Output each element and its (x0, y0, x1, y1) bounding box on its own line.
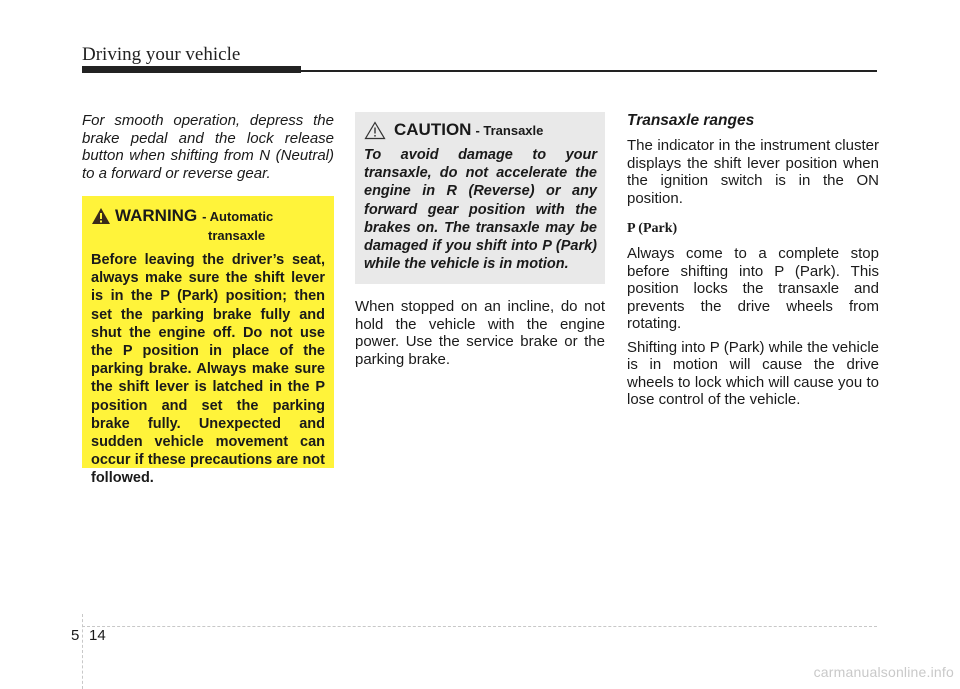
warning-subtitle: - Automatic (202, 209, 274, 224)
warning-text: Before leaving the driver’s seat, always make sure the shift lever is in the P (Park) position; then set the parking brake fully and shut the engine off. Do not use the P position in place of the parking brake. Always make sure the shift lever is latched in the P position and set the parking brake fully. Unexpected and sudden vehicle movement can occur if these precautions are not followed. (91, 252, 325, 487)
footer-rule (82, 626, 877, 628)
caution-triangle-icon (364, 121, 386, 140)
page-number: 14 (89, 627, 106, 644)
watermark: carmanualsonline.info (813, 664, 954, 680)
warning-subtitle-2: transaxle (208, 228, 266, 243)
transaxle-ranges-section (627, 112, 879, 415)
park-paragraph-1: Always come to a complete stop before shifting into P (Park). This position locks the transaxle and prevents the drive wheels from rotating. (627, 245, 879, 332)
incline-section (355, 298, 605, 374)
caution-text: To avoid damage to your transaxle, do not accelerate the engine in R (Reverse) or any forward gear position with the brakes on. The transaxle may be damaged if you shift into P (Park) while the vehicle is in motion. (364, 147, 597, 273)
warning-box (82, 196, 334, 487)
caution-subtitle: - Transaxle (475, 123, 544, 138)
page-header-title: Driving your vehicle (82, 44, 241, 65)
footer-divider (82, 614, 83, 689)
transaxle-ranges-title: Transaxle ranges (627, 112, 755, 129)
transaxle-ranges-paragraph: The indicator in the instrument cluster displays the shift lever position when the ignition switch is in the ON position. (627, 137, 879, 207)
incline-paragraph: When stopped on an incline, do not hold the vehicle with the engine power. Use the service brake or the parking brake. (355, 298, 605, 368)
intro-paragraph: For smooth operation, depress the brake pedal and the lock release button when shifting from N (Neutral) to a forward or reverse gear. (82, 112, 334, 182)
intro-column (82, 112, 334, 182)
caution-header (364, 120, 597, 140)
park-paragraph-2: Shifting into P (Park) while the vehicle is in motion will cause the drive wheels to lock which will cause you to lose control of the vehicle. (627, 338, 879, 408)
warning-header (91, 206, 325, 226)
caution-box (355, 112, 605, 284)
caution-title: CAUTION (394, 120, 472, 139)
chapter-number: 5 (71, 627, 80, 644)
park-title: P (Park) (627, 221, 678, 236)
warning-triangle-icon (91, 207, 111, 225)
header-rule (82, 70, 877, 72)
warning-title: WARNING (115, 206, 198, 225)
